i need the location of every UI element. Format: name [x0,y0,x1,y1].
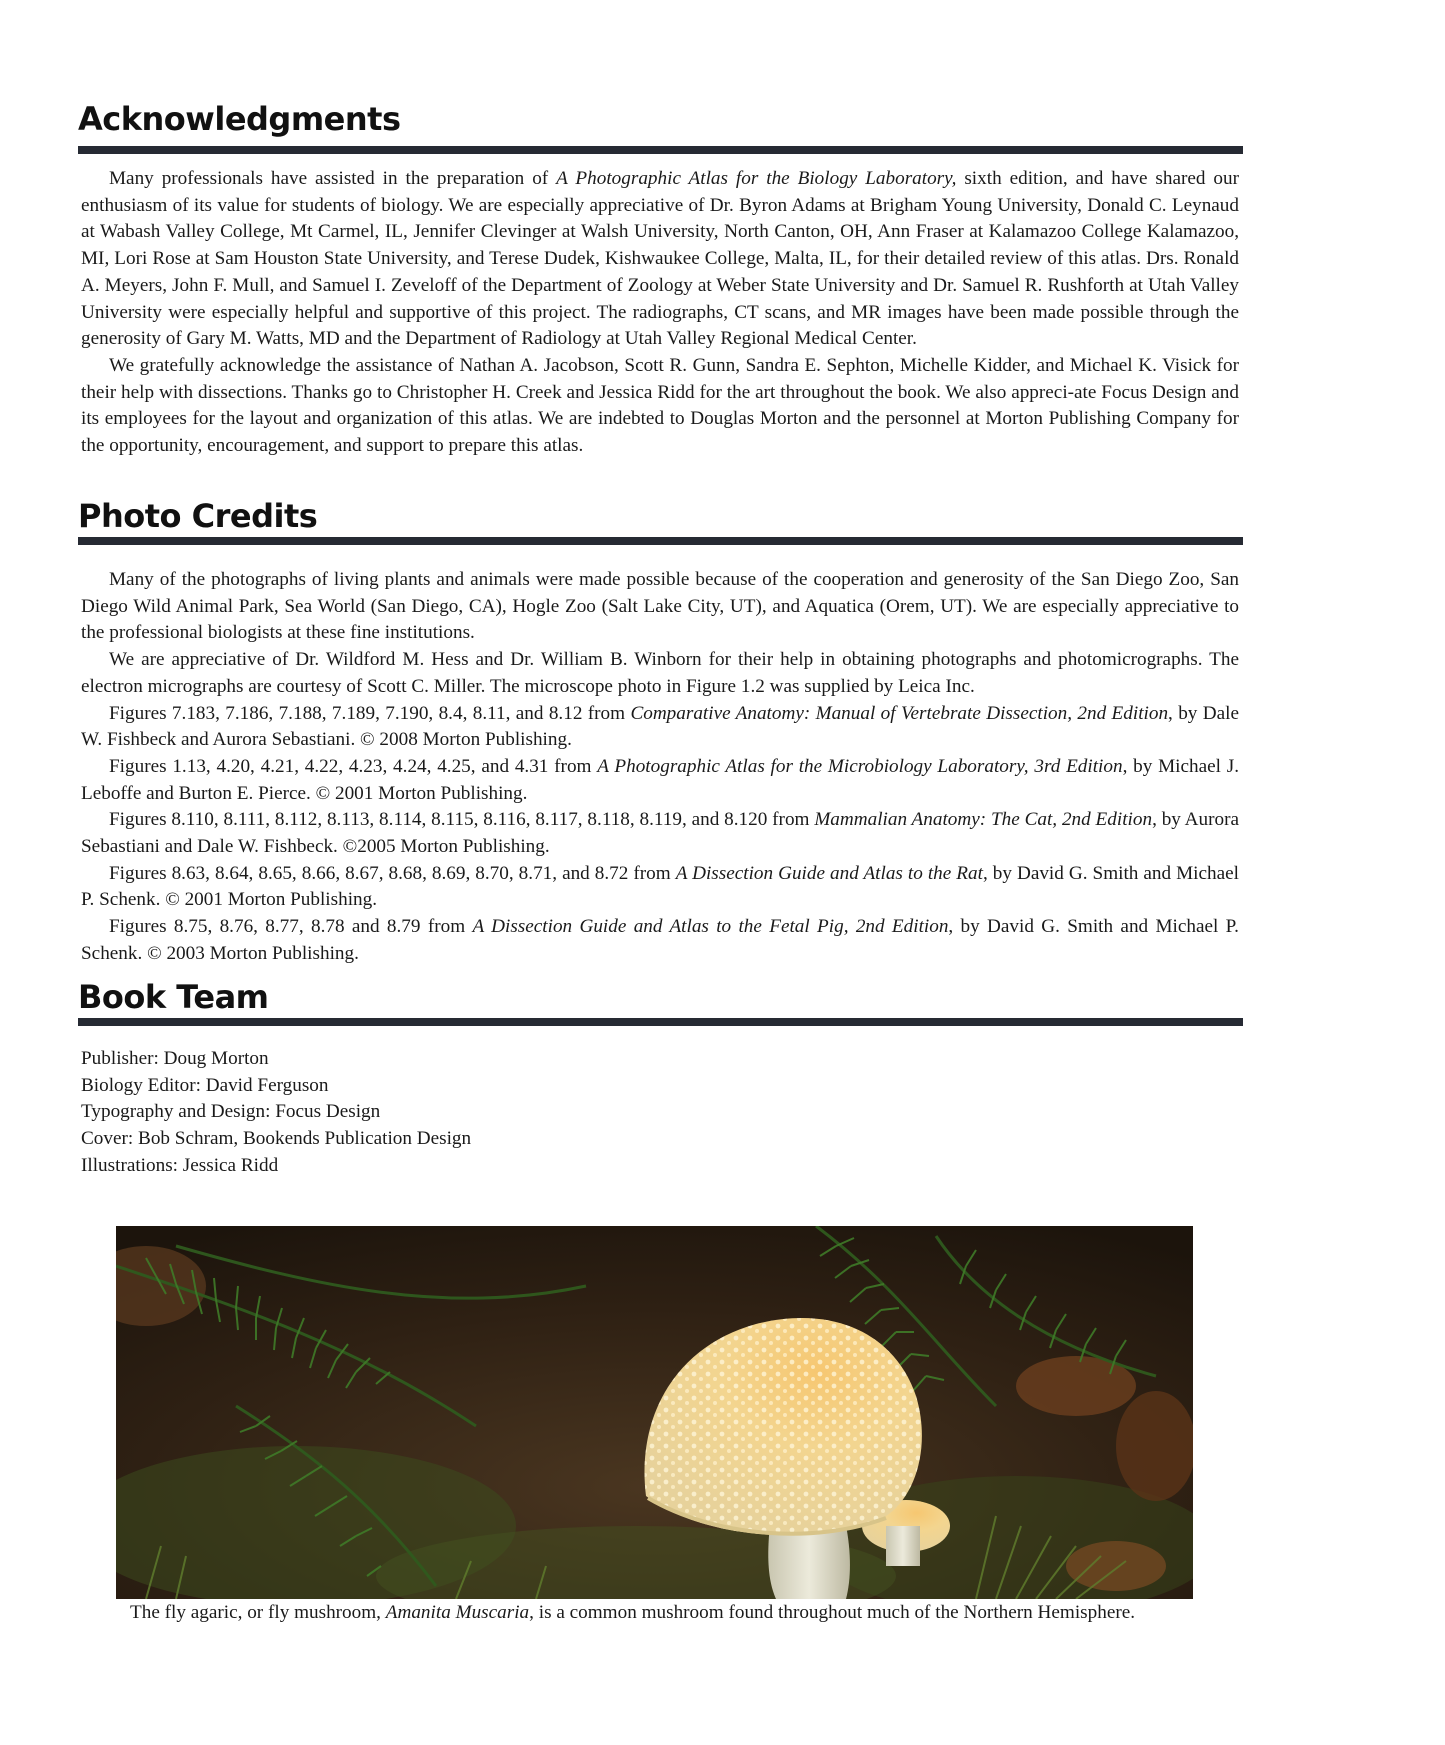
section-rule [78,146,1243,154]
text-span: Figures 7.183, 7.186, 7.188, 7.189, 7.190, 8.4, 8.11, and 8.12 from [109,702,631,724]
paragraph [81,861,1239,914]
team-line: Typography and Design: Focus Design [81,1101,381,1123]
text-span: Figures 8.75, 8.76, 8.77, 8.78 and 8.79 from [109,916,473,938]
text-span: The fly agaric, or fly mushroom, [130,1602,386,1623]
text-span: , by David G. Smith and Michael P. Schenk. © 2001 Morton Publishing. [81,862,1239,911]
text-span: Figures 1.13, 4.20, 4.21, 4.22, 4.23, 4.24, 4.25, and 4.31 from [109,755,598,777]
book-title: A Photographic Atlas for the Microbiology Laboratory, 3rd Edition [597,755,1123,777]
paragraph [81,701,1239,754]
paragraph: We gratefully acknowledge the assistance of Nathan A. Jacobson, Scott R. Gunn, Sandra E. Sephton, Michelle Kidder, and Michael K. Visick for their help with dissections. Thanks go to Christopher H. Creek and Jessica Ridd for the art throughout the book. We also appreci-ate Focus Design and its employees for the layout and organization of this atlas. We are indebted to Douglas Morton and the personnel at Morton Publishing Company for the opportunity, encouragement, and support to prepare this atlas. [81,354,1239,457]
paragraph: Many of the photographs of living plants and animals were made possible because of the cooperation and generosity of the San Diego Zoo, San Diego Wild Animal Park, Sea World (San Diego, CA), Hogle Zoo (Salt Lake City, UT), and Aquatica (Orem, UT). We are especially appreciative to the professional biologists at these fine institutions. [81,569,1239,644]
section-rule [78,537,1243,545]
team-line: Biology Editor: David Ferguson [81,1074,329,1096]
text-span: sixth edition, and have shared our enthusiasm of its value for students of biology. We are especially appreciative of Dr. Byron Adams at Brigham Young University, Donald C. Leynaud at Wabash Valley College, Mt Carmel, IL, Jennifer Clevinger at Walsh University, North Canton, OH, Ann Fraser at Kalamazoo College Kalamazoo, MI, Lori Rose at Sam Houston State University, and Terese Dudek, Kishwaukee College, Malta, IL, for their detailed review of this atlas. Drs. Ronald A. Meyers, John F. Mull, and Samuel I. Zeveloff of the Department of Zoology at Weber State University and Dr. Samuel R. Rushforth at Utah Valley University were especially helpful and supportive of this project. The radiographs, CT scans, and MR images have been made possible through the generosity of Gary M. Watts, MD and the Department of Radiology at Utah Valley Regional Medical Center. [81,168,1239,350]
text-span: Many professionals have assisted in the preparation of [109,168,557,189]
text-span: Figures 8.110, 8.111, 8.112, 8.113, 8.114, 8.115, 8.116, 8.117, 8.118, 8.119, and 8.120 from [109,809,815,831]
acknowledgments-body [81,166,1239,460]
paragraph [81,754,1239,807]
team-line: Illustrations: Jessica Ridd [81,1154,279,1176]
paragraph [81,914,1239,967]
mushroom-photo [116,1226,1193,1599]
book-team-list [81,1046,781,1180]
paragraph: We are appreciative of Dr. Wildford M. Hess and Dr. William B. Winborn for their help in obtaining photographs and photomicrographs. The electron micrographs are courtesy of Scott C. Miller. The microscope photo in Figure 1.2 was supplied by Leica Inc. [81,649,1239,697]
book-title: A Photographic Atlas for the Biology Laboratory, [556,168,957,189]
text-span: , by Aurora Sebastiani and Dale W. Fishbeck. ©2005 Morton Publishing. [81,809,1240,858]
photo-credits-body [81,567,1239,968]
paragraph [81,807,1239,860]
section-rule [78,1018,1243,1026]
book-title: Comparative Anatomy: Manual of Vertebrate Dissection, 2nd Edition [630,702,1169,724]
text-span: , is a common mushroom found throughout much of the Northern Hemisphere. [529,1602,1136,1623]
text-span: , by Michael J. Leboffe and Burton E. Pierce. © 2001 Morton Publishing. [81,755,1239,804]
acknowledgments-heading: Acknowledgments [78,100,401,138]
photo-caption [130,1600,1230,1626]
text-span: , by Dale W. Fishbeck and Aurora Sebastiani. © 2008 Morton Publishing. [81,702,1239,751]
book-title: A Dissection Guide and Atlas to the Rat [675,862,983,884]
paragraph [81,166,1239,353]
book-title: Mammalian Anatomy: The Cat, 2nd Edition [814,809,1153,831]
text-span: Figures 8.63, 8.64, 8.65, 8.66, 8.67, 8.68, 8.69, 8.70, 8.71, and 8.72 from [109,862,676,884]
team-line: Publisher: Doug Morton [81,1048,269,1069]
photo-credits-heading: Photo Credits [78,497,318,535]
book-title: A Dissection Guide and Atlas to the Fetal Pig, 2nd Edition [472,916,949,938]
book-team-heading: Book Team [78,978,269,1016]
team-line: Cover: Bob Schram, Bookends Publication Design [81,1128,472,1150]
species-name: Amanita Muscaria [385,1602,530,1623]
text-span: , by David G. Smith and Michael P. Schenk. © 2003 Morton Publishing. [81,916,1239,964]
